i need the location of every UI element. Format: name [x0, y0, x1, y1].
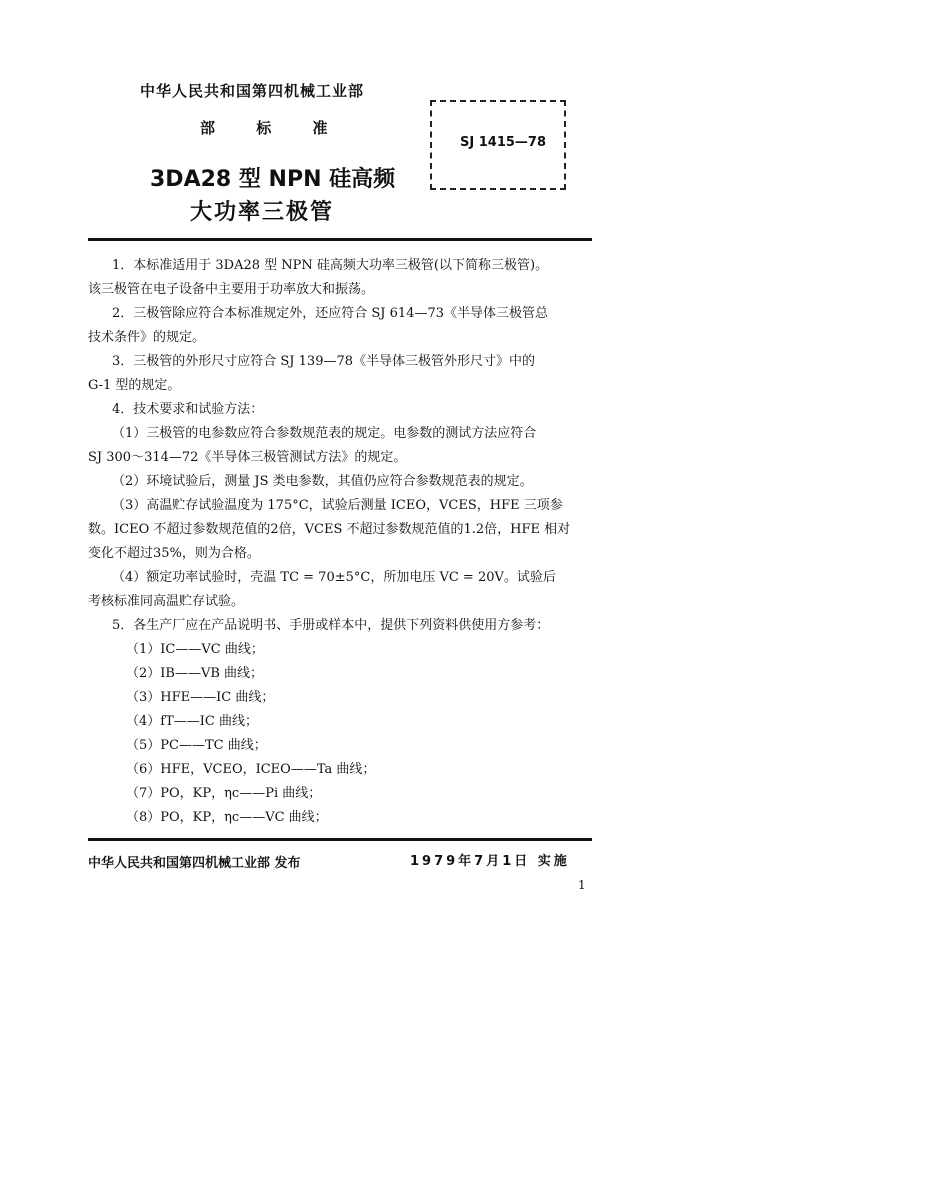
standard-code-box	[430, 100, 566, 190]
body-line: 考核标准同高温贮存试验。	[88, 594, 245, 609]
body-line: （6）HFE，VCEO，ICEO——Ta 曲线；	[126, 762, 376, 777]
body-line: 变化不超过35%，则为合格。	[88, 546, 260, 561]
body-line: （7）PO，KP，ηc——Pi 曲线；	[126, 786, 322, 801]
footer-issuer: 中华人民共和国第四机械工业部 发布	[88, 856, 301, 871]
header-divider	[88, 238, 592, 241]
body-line: 技术条件》的规定。	[88, 330, 206, 345]
body-line: （8）PO，KP，ηc——VC 曲线；	[126, 810, 328, 825]
body-line: 3．三极管的外形尺寸应符合 SJ 139—78《半导体三极管外形尺寸》中的	[112, 354, 536, 369]
body-line: 该三极管在电子设备中主要用于功率放大和振荡。	[88, 282, 375, 297]
page-number: 1	[578, 878, 586, 892]
body-line: （1）IC——VC 曲线；	[126, 642, 264, 657]
body-line: （3）HFE——IC 曲线；	[126, 690, 275, 705]
issuing-ministry: 中华人民共和国第四机械工业部	[140, 82, 365, 100]
body-line: 数。ICEO 不超过参数规范值的2倍，VCES 不超过参数规范值的1.2倍，HFE 相对	[88, 522, 571, 537]
body-line: （1）三极管的电参数应符合参数规范表的规定。电参数的测试方法应符合	[112, 426, 537, 441]
footer-effective-date: 1979年7月1日 实施	[410, 854, 570, 869]
body-line: 5．各生产厂应在产品说明书、手册或样本中，提供下列资料供使用方参考：	[112, 618, 550, 633]
body-line: （4）fT——IC 曲线；	[126, 714, 258, 729]
body-line: （4）额定功率试验时，壳温 TC = 70±5°C，所加电压 VC = 20V。试验后	[112, 570, 556, 585]
title-line-1: 3DA28 型 NPN 硅高频	[150, 167, 396, 192]
title-line-2: 大功率三极管	[190, 200, 335, 225]
body-line: 1．本标准适用于 3DA28 型 NPN 硅高频大功率三极管(以下简称三极管)。	[112, 258, 549, 273]
standard-kind: 部 标 准	[200, 119, 346, 137]
body-line: 2．三极管除应符合本标准规定外，还应符合 SJ 614—73《半导体三极管总	[112, 306, 549, 321]
body-line: （2）IB——VB 曲线；	[126, 666, 264, 681]
footer-divider	[88, 838, 592, 841]
body-line: 4．技术要求和试验方法：	[112, 402, 264, 417]
body-line: （2）环境试验后，测量 JS 类电参数，其值仍应符合参数规范表的规定。	[112, 474, 533, 489]
body-line: （5）PC——TC 曲线；	[126, 738, 267, 753]
standard-code: SJ 1415—78	[460, 135, 546, 150]
body-line: G-1 型的规定。	[88, 378, 181, 393]
body-line: SJ 300～314—72《半导体三极管测试方法》的规定。	[88, 450, 407, 465]
body-line: （3）高温贮存试验温度为 175°C，试验后测量 ICEO，VCES，HFE 三项参	[112, 498, 563, 513]
